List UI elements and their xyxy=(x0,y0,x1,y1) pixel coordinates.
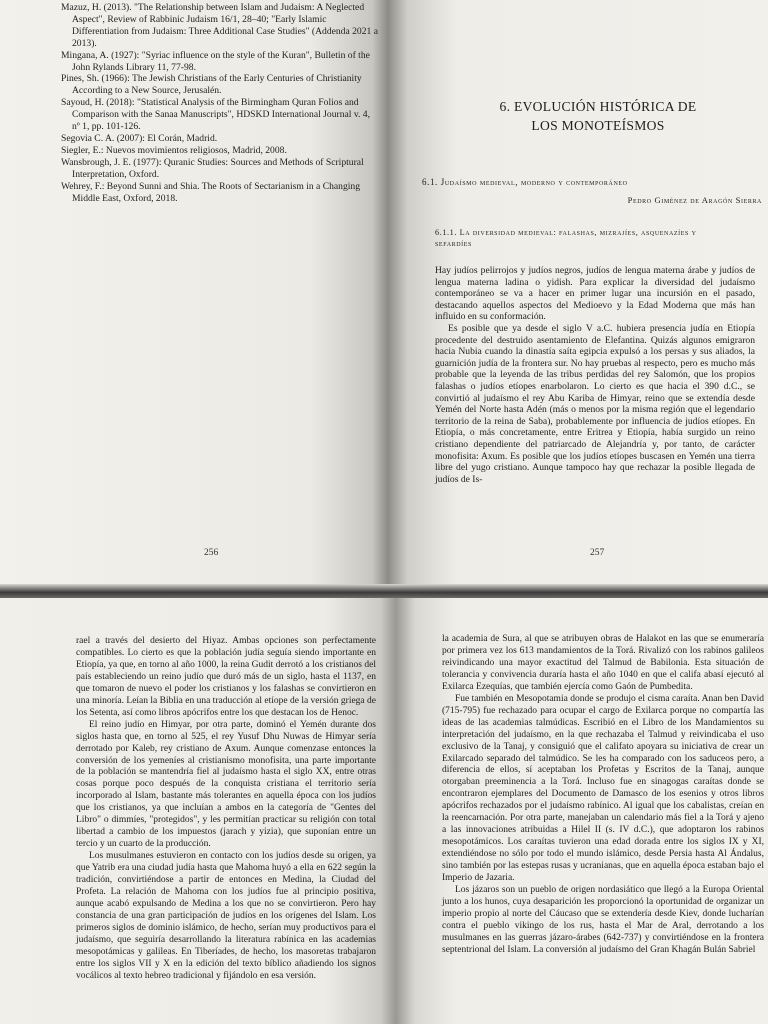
paragraph: Los jázaros son un pueblo de origen nordasiático que llegó a la Europa Oriental junto a los hunos, cuya desaparición les proporcionó la oportunidad de organizar un imperio propio al norte del Cáucaso que se extendería desde Kiev, donde lucharían contra el pueblo vikingo de los rus, hasta el Mar de Aral, derrotando a los musulmanes en las guerras jázaro-árabes (642-737) y convirtiéndose en la frontera septentrional del Islam. La conversión al judaísmo del Gran Khagán Bulán Sabriel xyxy=(442,885,764,955)
subsection-title: 6.1.1. La diversidad medieval: falashas, mizrajíes, asquenazíes y sefardíes xyxy=(435,228,697,248)
bibliography-entry: Sayoud, H. (2018): "Statistical Analysis of the Birmingham Quran Folios and Comparison with the Sanaa Manuscripts", HDSKD International Journal v. 4, nº 1, pp. 101-126. xyxy=(61,97,370,133)
page-256 xyxy=(0,0,388,584)
bibliography-list xyxy=(61,2,379,204)
page-gutter-shadow xyxy=(0,584,768,598)
body-text xyxy=(435,265,755,485)
body-text xyxy=(442,634,764,957)
paragraph: Es posible que ya desde el siglo V a.C. hubiera presencia judía en Etiopía procedente del destruido asentamiento de Elefantina. Quizás algunos emigraron hacia Nubia cuando la dinastía saíta egipcia expulsó a los persas y sus aliados, la guarnición judía de la frontera sur. No hay pruebas al respecto, pero es mucho más probable que la leyenda de las tribus perdidas del rey Salomón, que los propios falashas o judíos etíopes enarbolaron. Lo cierto es que hacia el 390 d.C., se convirtió al judaísmo el rey Abu Kariba de Himyar, reino que se extendía desde Yemén del Norte hasta Adén (más o menos por la misma región que el legendario territorio de la reina de Saba), probablemente por influencia de judíos etíopes. En Etiopía, o más concretamente, entre Eritrea y Etiopía, había surgido un reino cristiano dependiente del patriarcado de Alejandría y, por tanto, de carácter monofisita: Axum. Es posible que los judíos etíopes buscasen en Yemén una tierra libre del yugo cristiano. Aunque tampoco hay que rechazar la posible llegada de judíos de Is- xyxy=(435,322,755,485)
paragraph: Hay judíos pelirrojos y judíos negros, judíos de lengua materna árabe y judíos de lengua materna ladina o yidish. Para explicar la diversidad del judaísmo contemporáneo se va a hacer en primer lugar una incursión en el pasado, destacando aquellos aspectos del Medioevo y la Edad Moderna que más han influido en su conformación. xyxy=(435,265,755,323)
bibliography-entry: Wansbrough, J. E. (1977): Quranic Studies: Sources and Methods of Scriptural Interpretation, Oxford. xyxy=(61,156,364,180)
page-number: 257 xyxy=(590,548,605,558)
paragraph: rael a través del desierto del Hiyaz. Ambas opciones son perfectamente compatibles. Lo cierto es que la población judía seguía siendo importante en Etiopía, ya que, en torno al año 1000, la reina Gudit derrotó a los cristianos del país estableciendo un reino judío que duró más de un siglo, hasta el 1137, en que tomaron de nuevo el poder los cristianos y los falashas se convirtieron en una minoría. Leían la Biblia en una traducción al etíope de la versión griega de los Setenta, así como libros apócrifos entre los que destacan los de Henoc. xyxy=(76,636,376,718)
body-text xyxy=(76,636,376,983)
page-number: 256 xyxy=(204,548,219,558)
chapter-title-line: 6. EVOLUCIÓN HISTÓRICA DE xyxy=(499,99,697,114)
bibliography-entry: Mazuz, H. (2013). "The Relationship between Islam and Judaism: A Neglected Aspect", Review of Rabbinic Judaism 16/1, 28–40; "Early Islamic Differentiation from Judaism: Three Additional Case Studies" (Addenda 2021 a 2013). xyxy=(61,2,378,49)
paragraph: Fue también en Mesopotamia donde se produjo el cisma caraíta. Anan ben David (715-795) fue rechazado para ocupar el cargo de Exilarca porque no compartía las ideas de las academias talmúdicas. Escribió en el Libro de los Mandamientos su interpretación del judaísmo, en la que rechazaba el Talmud y reivindicaba el uso exclusivo de la Tanaj, y consiguió que el califato apoyara su iniciativa de crear un Exilarcado separado del talmúdico. Se les ha comparado con los saduceos pero, a diferencia de ellos, sí aceptaban los Profetas y Escritos de la Tanaj, aunque otorgaban preeminencia a la Torá. Incluso fue en sinagogas caraítas donde se encontraron ejemplares del Documento de Damasco de los esenios y otros libros apócrifos rechazados por el judaísmo rabínico. Al igual que los cabalistas, creían en la reencarnación. Por otra parte, manejaban un calendario más fiel a la Torá y ajeno a las innovaciones atribuidas a Hilel II (s. IV d.C.), que adoptaron los rabinos mesopotámicos. Los caraítas tuvieron una edad dorada entre los siglos IX y XI, extendiéndose no sólo por todo el mundo islámico, desde Persia hasta Al Ándalus, sino también por las estepas rusas y ucranianas, que en aquella época estaban bajo el Imperio de Jazaria. xyxy=(442,693,764,884)
bibliography-entry: Pines, Sh. (1966): The Jewish Christians of the Early Centuries of Christianity According to a New Source, Jerusalén. xyxy=(61,73,362,97)
page-257 xyxy=(388,0,768,584)
paragraph: El reino judío en Himyar, por otra parte, dominó el Yemén durante dos siglos hasta que, en torno al 525, el rey Yusuf Dhu Nuwas de Himyar sería derrotado por Kaleb, rey cristiano de Axum. Aunque comenzase entonces la conversión de los yemeníes al cristianismo monofisita, una parte importante de la población se mantendría fiel al judaísmo hasta el siglo XX, entre otras cosas porque poco después de la conquista cristiana el territorio sería incorporado al Islam, bastante más tolerantes en aquella época con los judíos que los cristianos, ya que incluían a ambos en la categoría de "Gentes del Libro" o dimmíes, "protegidos", y les permitían practicar su religión con total libertad a cambio de los impuestos (jarach y yizia), que suponían entre un tercio y un cuarto de la producción. xyxy=(76,719,376,850)
author-name: Pedro Giménez de Aragón Sierra xyxy=(627,195,762,205)
chapter-title-line: LOS MONOTEÍSMOS xyxy=(531,118,665,133)
bibliography-entry: Mingana, A. (1927): "Syriac influence on the style of the Kuran", Bulletin of the John Rylands Library 11, 77-98. xyxy=(61,49,370,73)
bibliography-entry: Segovia C. A. (2007): El Corán, Madrid. xyxy=(61,132,218,144)
bibliography-entry: Wehrey, F.: Beyond Sunni and Shia. The Roots of Sectarianism in a Changing Middle East, Oxford, 2018. xyxy=(61,180,361,204)
chapter-title xyxy=(488,97,708,135)
paragraph: Los musulmanes estuvieron en contacto con los judíos desde su origen, ya que Yatrib era una ciudad judía hasta que Mahoma huyó a ella en 622 según la tradición, convirtiéndose a partir de entonces en Medina, la Ciudad del Profeta. La relación de Mahoma con los judíos fue al principio positiva, aunque acabó expulsando de Medina a los que no se convirtieron. Pero hay constancia de una gran participación de judíos en los orígenes del Islam. Los primeros siglos de dominio islámico, de hecho, serían muy productivos para el judaísmo, que seguiría desarrollando la literatura rabínica en las academias mesopotámicas y galileas. En Tiberíades, de hecho, los masoretas trabajaron entre los siglos VII y X en la edición del texto bíblico añadiendo los signos vocálicos al texto hebreo tradicional y fijándolo en esa versión. xyxy=(76,851,376,981)
section-title: 6.1. Judaísmo medieval, moderno y contemporáneo xyxy=(422,177,628,187)
paragraph: la academia de Sura, al que se atribuyen obras de Halakot en las que se enumeraría por primera vez los 613 mandamientos de la Torá. Rivalizó con los rabinos galileos reivindicando una mayor exactitud del Talmud de Babilonia. Esta situación de tolerancia y convivencia duraría hasta el año 1040 en que el califa abasí ejecutó al Exilarca Ezequías, que también ejercía como Gaón de Pumbedita. xyxy=(442,634,764,692)
page-258 xyxy=(0,598,396,1024)
bibliography-entry: Siegler, E.: Nuevos movimientos religiosos, Madrid, 2008. xyxy=(61,144,287,156)
page-259 xyxy=(396,598,768,1024)
